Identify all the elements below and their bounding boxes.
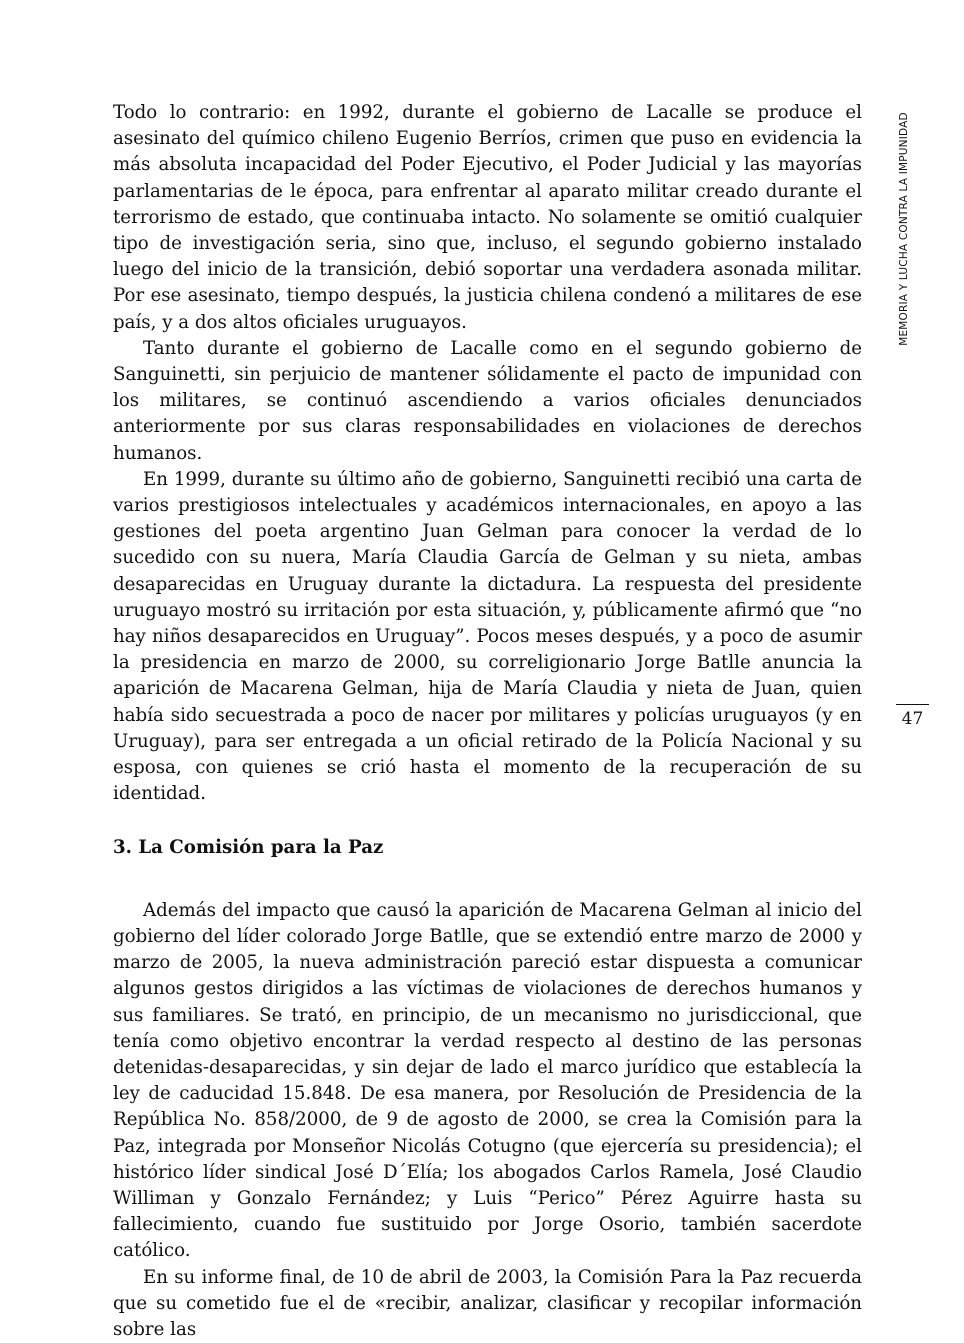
page-number: 47 [901, 709, 924, 729]
body-text [113, 100, 862, 1343]
running-head-text: MEMORIA Y LUCHA CONTRA LA IMPUNIDAD [898, 112, 910, 346]
page-number-rule [896, 704, 929, 705]
paragraph-2: Tanto durante el gobierno de Lacalle como en el segundo gobierno de Sanguinetti, sin perjuicio de mantener sólidamente el pacto de impunidad con los militares, se continuó ascendiendo a varios oficiales denunciados anteriormente por sus claras responsabilidades en violaciones de derechos humanos. [113, 337, 862, 464]
paragraph-1: Todo lo contrario: en 1992, durante el gobierno de Lacalle se produce el asesinato del químico chileno Eugenio Berríos, crimen que puso en evidencia la más absoluta incapacidad del Poder Ejecutivo, el Poder Judicial y las mayorías parlamentarias de le época, para enfrentar al aparato militar creado durante el terrorismo de estado, que continuaba intacto. No solamente se omitió cualquier tipo de investigación seria, sino que, incluso, el segundo gobierno instalado luego del inicio de la transición, debió soportar una verdadera asonada militar. Por ese asesinato, tiempo después, la justicia chilena condenó a militares de ese país, y a dos altos oficiales uruguayos. [113, 102, 862, 333]
running-head [893, 98, 915, 360]
paragraph-3: En 1999, durante su último año de gobierno, Sanguinetti recibió una carta de varios prestigiosos intelectuales y académicos internacionales, en apoyo a las gestiones del poeta argentino Juan Gelman para conocer la verdad de lo sucedido con su nuera, María Claudia García de Gelman y su nieta, ambas desaparecidas en Uruguay durante la dictadura. La respuesta del presidente uruguayo mostró su irritación por esta situación, y, públicamente afirmó que “no hay niños desaparecidos en Uruguay”. Pocos meses después, y a poco de asumir la presidencia en marzo de 2000, su correligionario Jorge Batlle anuncia la aparición de Macarena Gelman, hija de María Claudia y nieta de Juan, quien había sido secuestrada a poco de nacer por militares y policías uruguayos (y en Uruguay), para ser entregada a un oficial retirado de la Policía Nacional y su esposa, con quienes se crió hasta el momento de la recuperación de su identidad. [113, 468, 862, 805]
paragraph-5: En su informe final, de 10 de abril de 2003, la Comisión Para la Paz recuerda que su cometido fue el de «recibir, analizar, clasificar y recopilar información sobre las [113, 1266, 862, 1340]
paragraph-4: Además del impacto que causó la aparición de Macarena Gelman al inicio del gobierno del líder colorado Jorge Batlle, que se extendió entre marzo de 2000 y marzo de 2005, la nueva administración pareció estar dispuesta a comunicar algunos gestos dirigidos a las víctimas de violaciones de derechos humanos y sus familiares. Se trató, en principio, de un mecanismo no jurisdiccional, que tenía como objetivo encontrar la verdad respecto al destino de las personas detenidas-desaparecidas, y sin dejar de lado el marco jurídico que establecía la ley de caducidad 15.848. De esa manera, por Resolución de Presidencia de la República No. 858/2000, de 9 de agosto de 2000, se crea la Comisión para la Paz, integrada por Monseñor Nicolás Cotugno (que ejercería su presidencia); el histórico líder sindical José D´Elía; los abogados Carlos Ramela, José Claudio Williman y Gonzalo Fernández; y Luis “Perico” Pérez Aguirre hasta su fallecimiento, cuando fue sustituido por Jorge Osorio, también sacerdote católico. [113, 899, 862, 1262]
section-heading: 3. La Comisión para la Paz [113, 837, 384, 859]
